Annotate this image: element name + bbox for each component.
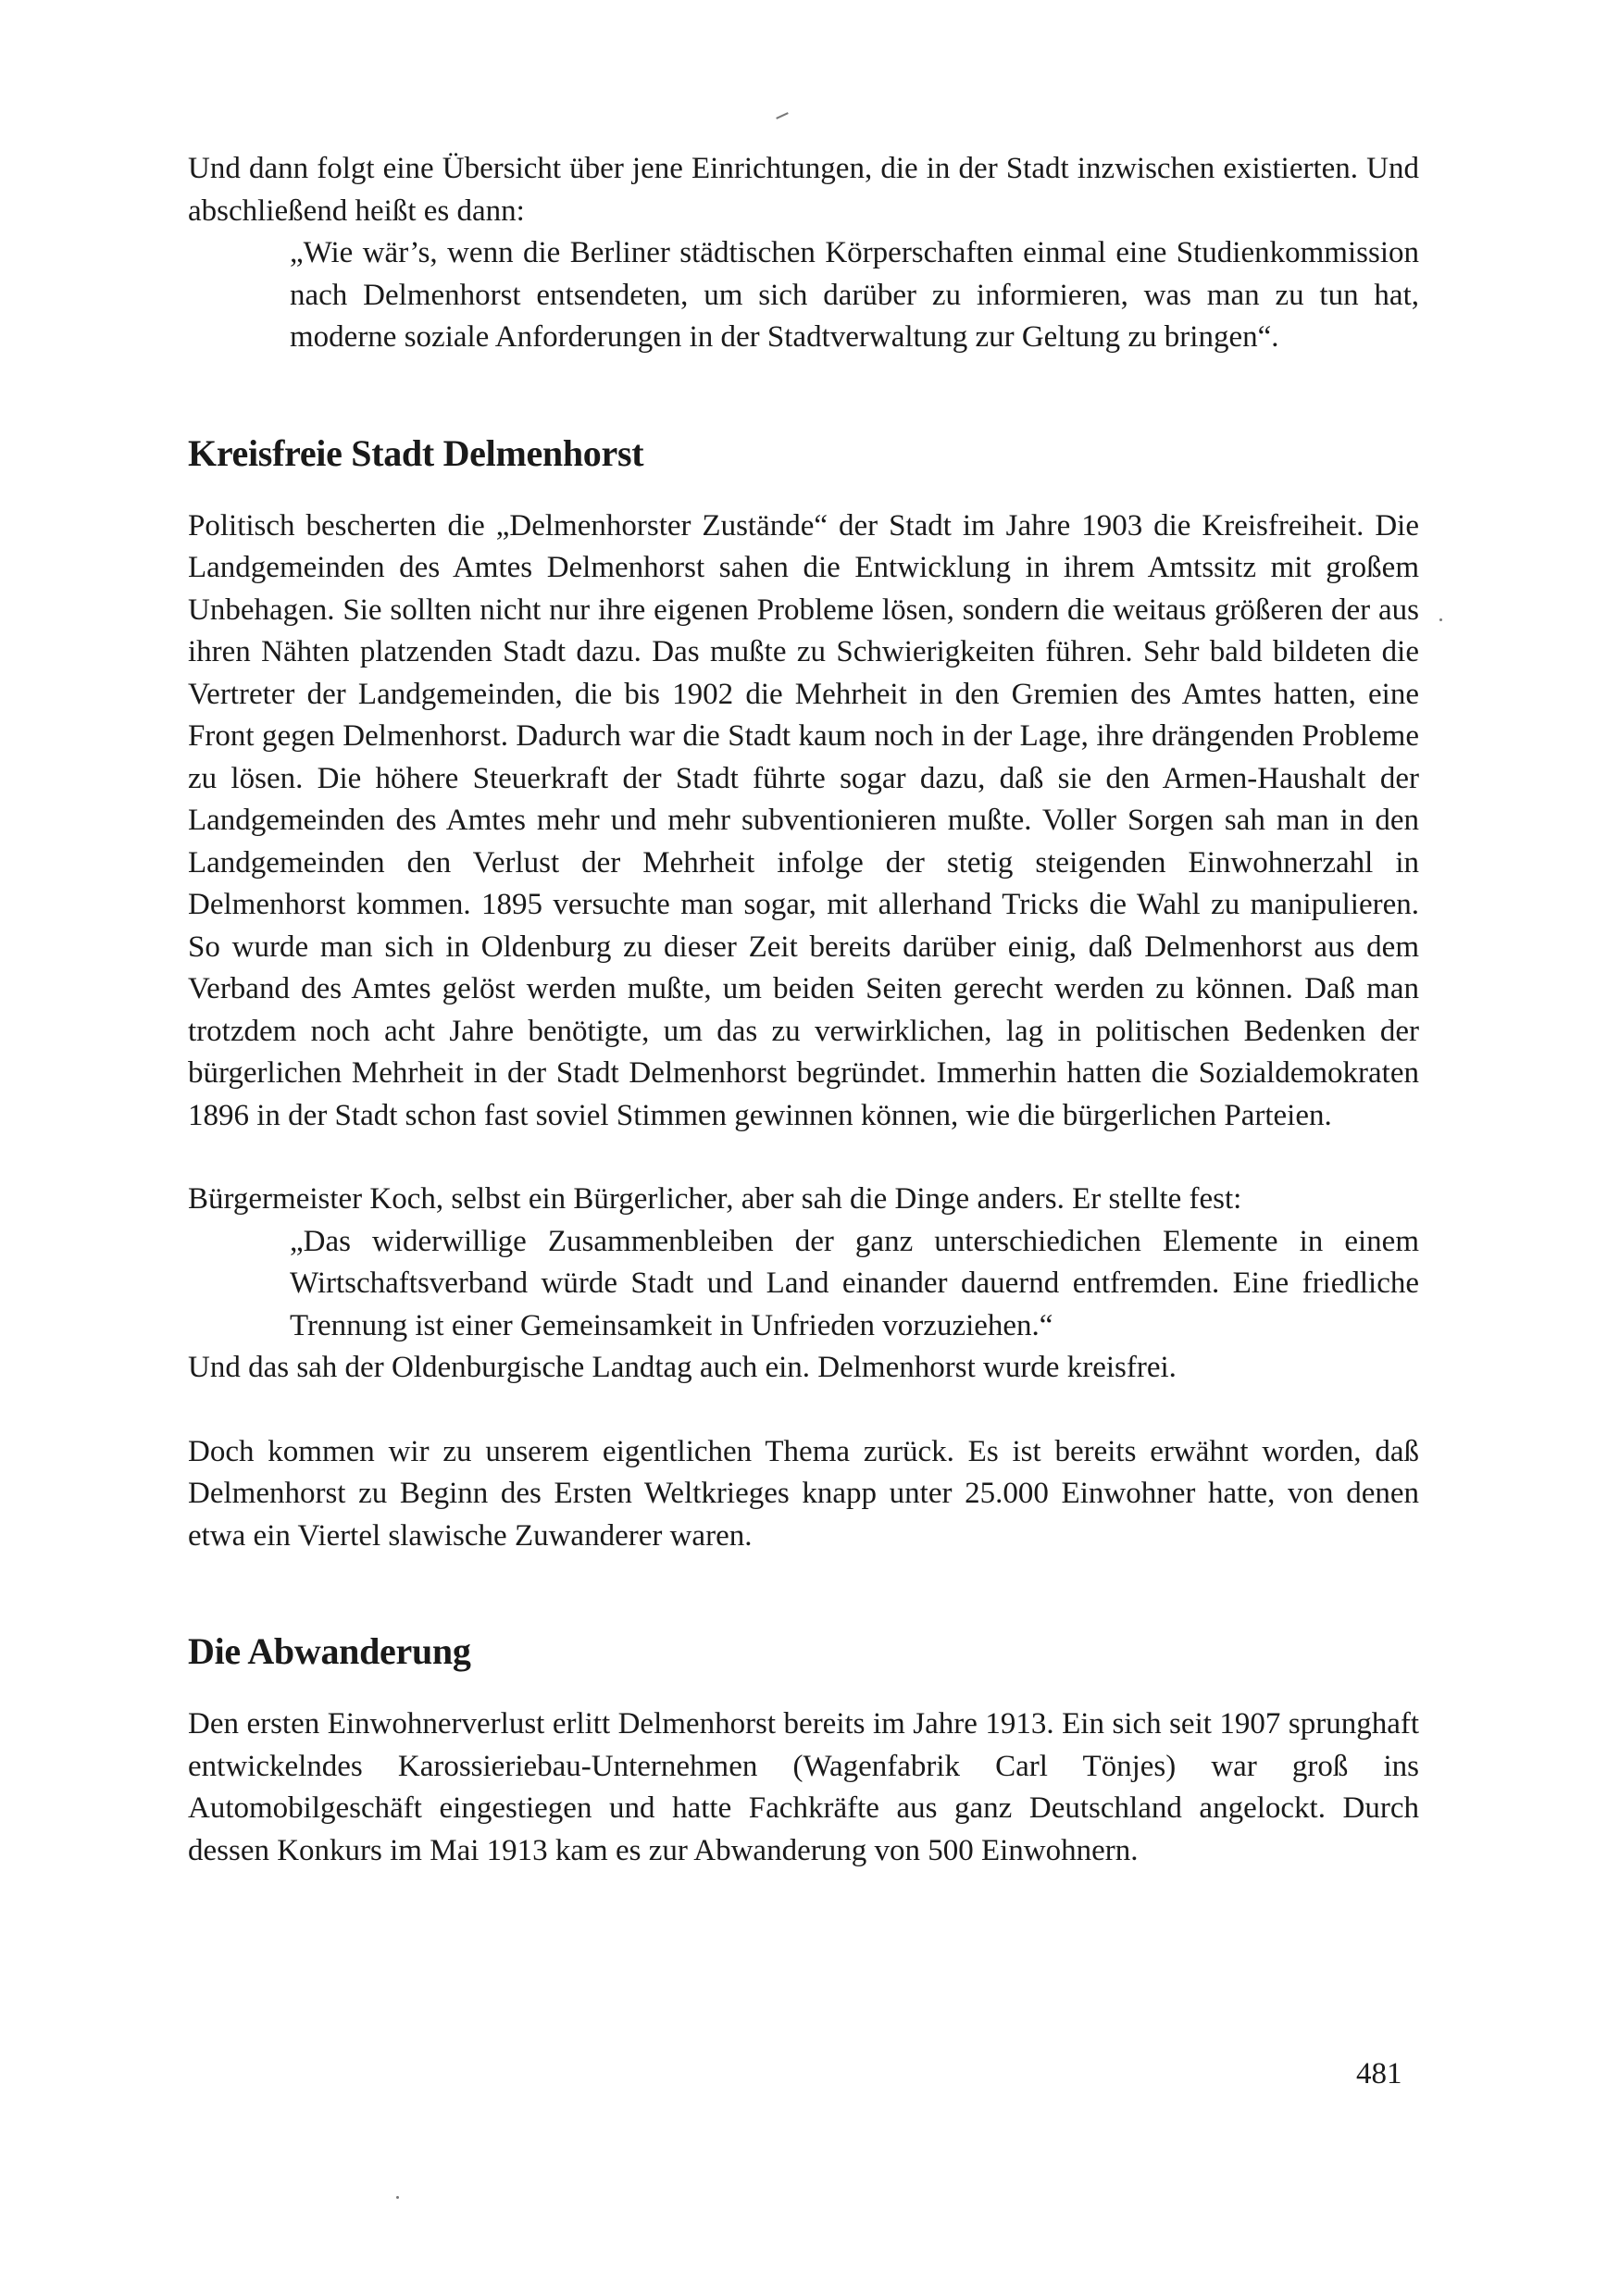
scan-speck-bottom — [396, 2196, 399, 2199]
section1-paragraph-1: Politisch bescherten die „Delmenhorster Zustände“ der Stadt im Jahre 1903 die Kreisfreiheit. Die Landgemeinden des Amtes Delmenhorst sahen die Entwicklung in ihrem Amtssitz mit großem Unbehagen. Sie sollten nicht nur ihre eigenen Probleme lösen, sondern die weitaus größeren der aus ihren Nähten platzenden Stadt dazu. Das mußte zu Schwierigkeiten führen. Sehr bald bildeten die Vertreter der Landgemeinden, die bis 1902 die Mehrheit in den Gremien des Amtes hatten, eine Front gegen Delmenhorst. Dadurch war die Stadt kaum noch in der Lage, ihre drängenden Probleme zu lösen. Die höhere Steuerkraft der Stadt führte sogar dazu, daß sie den Armen-Haushalt der Landgemeinden des Amtes mehr und mehr subventionieren mußte. Voller Sorgen sah man in den Landgemeinden den Verlust der Mehrheit infolge der stetig steigenden Einwohnerzahl in Delmenhorst kommen. 1895 versuchte man sogar, mit allerhand Tricks die Wahl zu manipulieren. So wurde man sich in Oldenburg zu dieser Zeit bereits darüber einig, daß Delmenhorst aus dem Verband des Amtes gelöst werden mußte, um beiden Seiten gerecht werden zu können. Daß man trotzdem noch acht Jahre benötigte, um das zu verwirklichen, lag in politischen Bedenken der bürgerlichen Mehrheit in der Stadt Delmenhorst begründet. Immerhin hatten die Sozialdemokraten 1896 in der Stadt schon fast soviel Stimmen gewinnen können, wie die bürgerlichen Parteien. — [188, 508, 1419, 1132]
page-number: 481 — [1356, 2057, 1402, 2090]
section-heading-abwanderung: Die Abwanderung — [188, 1630, 471, 1672]
section1-quote-koch: „Das widerwillige Zusammenbleiben der ganz unterschiedichen Elemente in einem Wirtschaftsverband würde Stadt und Land einander dauernd entfremden. Eine friedliche Trennung ist einer Gemeinsamkeit in Unfrieden vorzuziehen.“ — [290, 1224, 1419, 1342]
page-content — [188, 148, 1419, 1872]
section-heading-kreisfreie-stadt: Kreisfreie Stadt Delmenhorst — [188, 431, 644, 474]
scan-speck-right — [1439, 618, 1442, 621]
section1-paragraph-2-lead: Bürgermeister Koch, selbst ein Bürgerlicher, aber sah die Dinge anders. Er stellte fest: — [188, 1182, 1242, 1216]
section2-paragraph-1: Den ersten Einwohnerverlust erlitt Delmenhorst bereits im Jahre 1913. Ein sich seit 1907 sprunghaft entwickelndes Karossieriebau-Unternehmen (Wagenfabrik Carl Tönjes) war groß ins Automobilgeschäft eingestiegen und hatte Fachkräfte aus ganz Deutschland angelockt. Durch dessen Konkurs im Mai 1913 kam es zur Abwanderung von 500 Einwohnern. — [188, 1707, 1419, 1867]
intro-quote: „Wie wär’s, wenn die Berliner städtischen Körperschaften einmal eine Studienkommission nach Delmenhorst entsendeten, um sich darüber zu informieren, was man zu tun hat, moderne soziale Anforderungen in der Stadtverwaltung zur Geltung zu bringen“. — [290, 236, 1419, 354]
intro-paragraph: Und dann folgt eine Übersicht über jene Einrichtungen, die in der Stadt inzwischen existierten. Und abschließend heißt es dann: — [188, 152, 1419, 228]
section1-paragraph-3: Doch kommen wir zu unserem eigentlichen Thema zurück. Es ist bereits erwähnt worden, daß Delmenhorst zu Beginn des Ersten Weltkrieges knapp unter 25.000 Einwohner hatte, von denen etwa ein Viertel slawische Zuwanderer waren. — [188, 1434, 1419, 1553]
section1-paragraph-2-tail: Und das sah der Oldenburgische Landtag auch ein. Delmenhorst wurde kreisfrei. — [188, 1351, 1177, 1384]
scan-speck-top — [776, 112, 789, 119]
